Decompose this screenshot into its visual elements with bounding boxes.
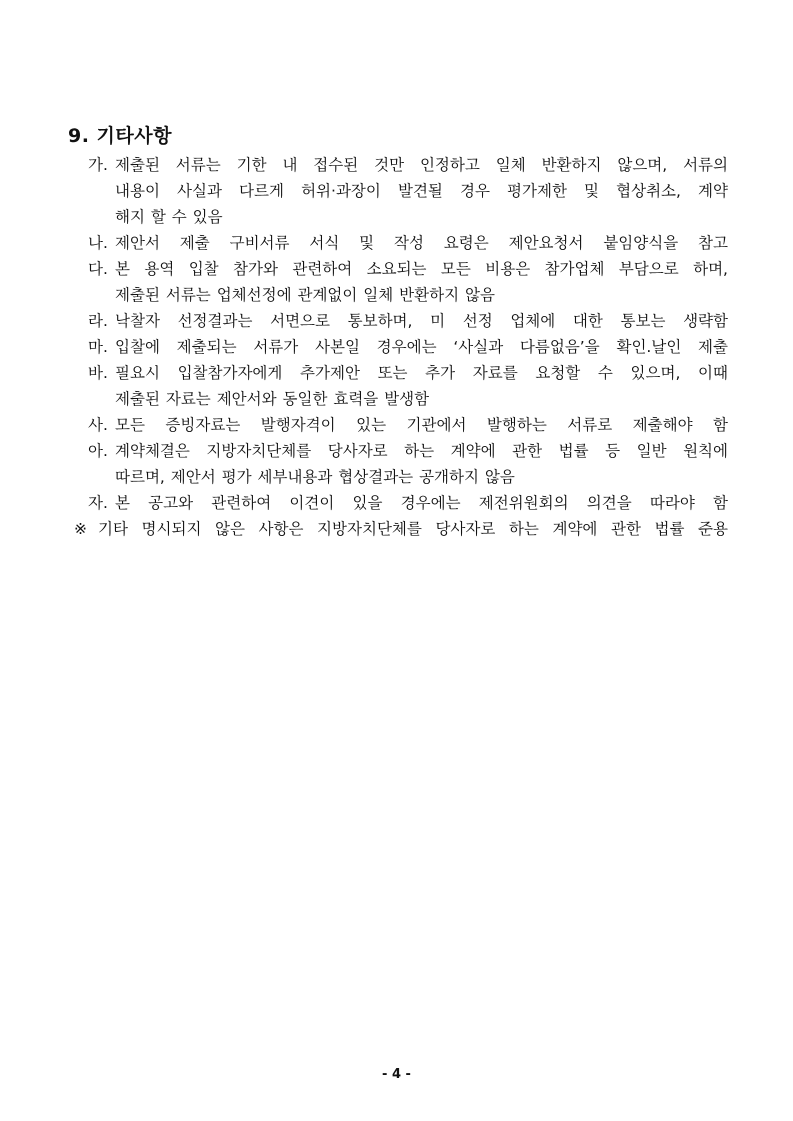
- item-marker: 마.: [88, 338, 108, 356]
- item-line: 계약체결은 지방자치단체를 당사자로 하는 계약에 관한 법률 등 일반 원칙에: [115, 442, 728, 460]
- item-line: 본 공고와 관련하여 이견이 있을 경우에는 제전위원회의 의견을 따라야 함: [115, 494, 728, 512]
- item-marker: 나.: [88, 234, 108, 252]
- list-item: [88, 360, 728, 412]
- list-item: [88, 256, 728, 308]
- list-item: [88, 230, 728, 256]
- list-item: [88, 438, 728, 490]
- item-line: 입찰에 제출되는 서류가 사본일 경우에는 ‘사실과 다름없음’을 확인.날인 제출: [115, 338, 728, 356]
- item-line: 필요시 입찰참가자에게 추가제안 또는 추가 자료를 요청할 수 있으며, 이때: [115, 364, 728, 382]
- item-marker: 아.: [88, 442, 108, 460]
- note-text: 기타 명시되지 않은 사항은 지방자치단체를 당사자로 하는 계약에 관한 법률 준용: [98, 520, 728, 538]
- list-item: [88, 334, 728, 360]
- list-item: [88, 152, 728, 230]
- item-list: [74, 152, 728, 542]
- item-marker: 라.: [88, 312, 108, 330]
- item-line: 제출된 서류는 업체선정에 관계없이 일체 반환하지 않음: [115, 286, 495, 304]
- item-line: 제출된 자료는 제안서와 동일한 효력을 발생함: [115, 390, 430, 408]
- item-marker: 가.: [88, 156, 108, 174]
- section-title: 9. 기타사항: [68, 125, 172, 147]
- item-line: 제출된 서류는 기한 내 접수된 것만 인정하고 일체 반환하지 않으며, 서류의: [115, 156, 728, 174]
- item-line: 내용이 사실과 다르게 허위·과장이 발견될 경우 평가제한 및 협상취소, 계약: [115, 182, 728, 200]
- item-marker: 자.: [88, 494, 108, 512]
- item-line: 따르며, 제안서 평가 세부내용과 협상결과는 공개하지 않음: [115, 468, 515, 486]
- item-line: 제안서 제출 구비서류 서식 및 작성 요령은 제안요청서 붙임양식을 참고: [115, 234, 728, 252]
- item-marker: 사.: [88, 416, 108, 434]
- item-line: 낙찰자 선정결과는 서면으로 통보하며, 미 선정 업체에 대한 통보는 생략함: [115, 312, 728, 330]
- list-item: [88, 490, 728, 516]
- item-line: 본 용역 입찰 참가와 관련하여 소요되는 모든 비용은 참가업체 부담으로 하며,: [115, 260, 728, 278]
- note-item: [74, 516, 728, 542]
- list-item: [88, 412, 728, 438]
- page-number: - 4 -: [382, 1067, 411, 1082]
- item-line: 해지 할 수 있음: [115, 208, 223, 226]
- list-item: [88, 308, 728, 334]
- item-marker: 다.: [88, 260, 108, 278]
- item-marker: 바.: [88, 364, 108, 382]
- note-marker: ※: [74, 520, 87, 538]
- item-line: 모든 증빙자료는 발행자격이 있는 기관에서 발행하는 서류로 제출해야 함: [115, 416, 728, 434]
